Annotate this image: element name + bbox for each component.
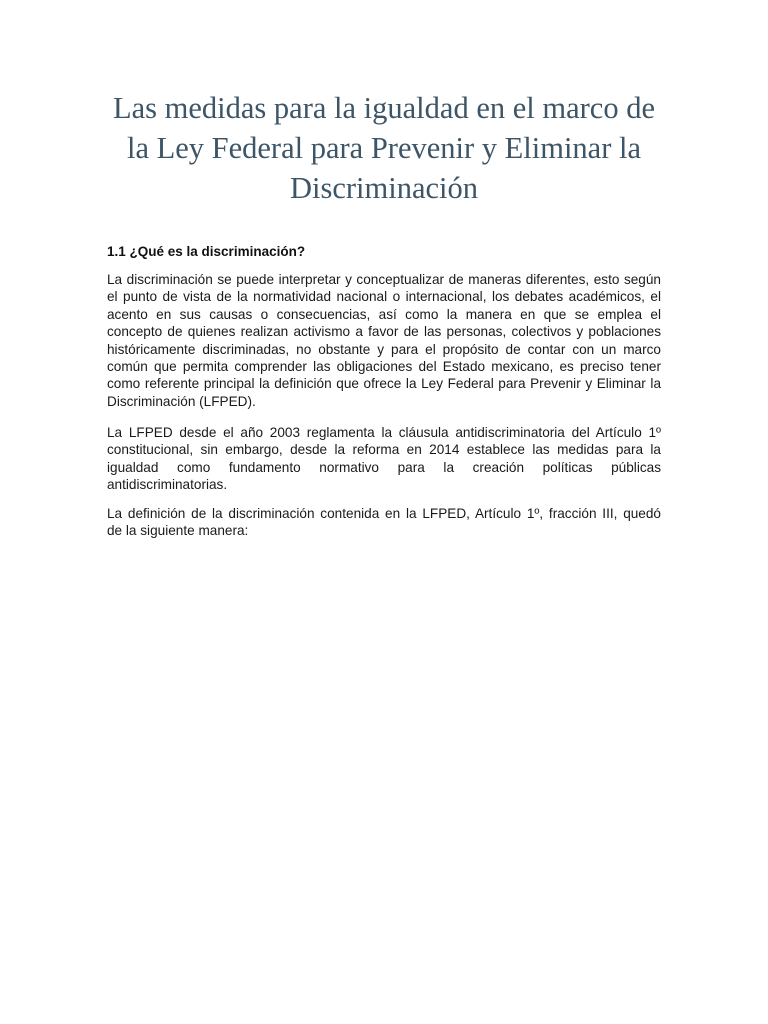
text-line: La definición de la discriminación contenida en la LFPED, Artículo 1º, fracción III, quedó — [107, 506, 661, 521]
document-title — [100, 88, 668, 208]
section-heading: 1.1 ¿Qué es la discriminación? — [107, 244, 306, 259]
text-line: concepto de quienes realizan activismo a favor de las personas, colectivos y poblaciones — [107, 324, 661, 340]
text-line: La LFPED desde el año 2003 reglamenta la cláusula antidiscriminatoria del Artículo 1º — [107, 425, 661, 440]
title-line: Discriminación — [289, 171, 479, 205]
paragraph-lfped-history — [107, 424, 661, 494]
text-line: acento en sus causas o consecuencias, así como la manera en que se emplea el — [107, 306, 661, 322]
text-line: como referente principal la definición que ofrece la Ley Federal para Prevenir y Eliminar la — [107, 376, 661, 392]
text-line: históricamente discriminadas, no obstante y para el propósito de contar con un marco — [107, 341, 661, 357]
title-line: la Ley Federal para Prevenir y Eliminar la — [126, 131, 642, 165]
text-line: común que permita comprender las obligaciones del Estado mexicano, es preciso tener — [107, 359, 661, 375]
text-line: Discriminación (LFPED). — [107, 393, 256, 409]
text-line: de la siguiente manera: — [107, 523, 249, 539]
title-line: Las medidas para la igualdad en el marco de — [113, 91, 655, 125]
text-line: constitucional, sin embargo, desde la reforma en 2014 establece las medidas para la — [107, 442, 661, 458]
text-line: el punto de vista de la normatividad nacional o internacional, los debates académicos, el — [107, 289, 661, 305]
paragraph-definition-context — [107, 271, 661, 410]
text-line: La discriminación se puede interpretar y conceptualizar de maneras diferentes, esto según — [107, 272, 661, 287]
text-line: antidiscriminatorias. — [107, 477, 228, 493]
paragraph-definition-intro — [107, 505, 661, 540]
text-line: igualdad como fundamento normativo para la creación políticas públicas — [107, 459, 661, 475]
